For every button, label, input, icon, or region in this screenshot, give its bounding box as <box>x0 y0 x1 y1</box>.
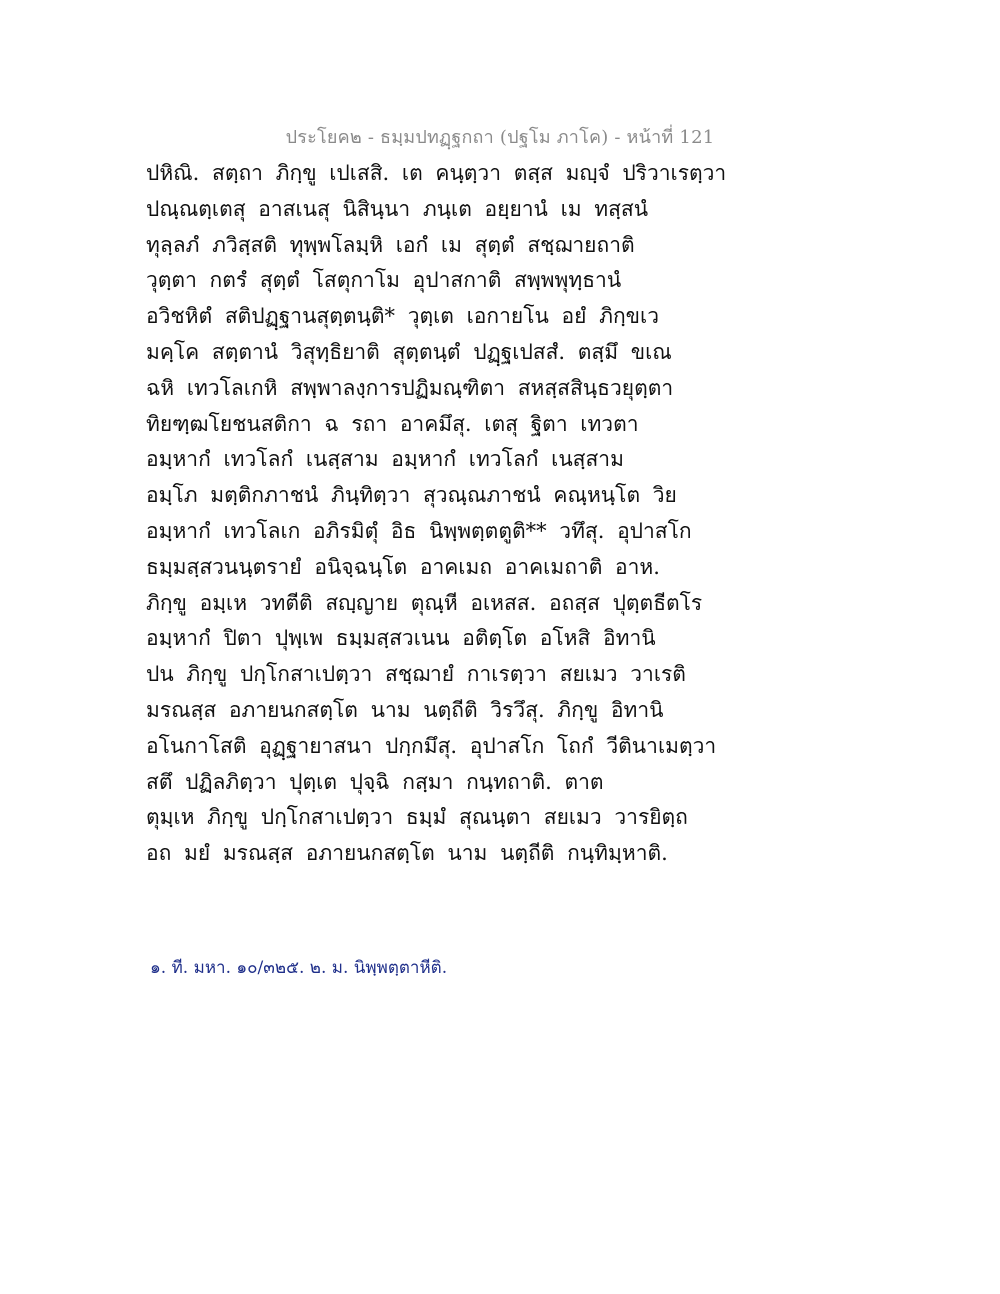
text-line: ฉหิ เทวโลเกหิ สพฺพาลงฺการปฏิมณฺฑิตา สหสฺสสินฺธวยุตฺตา <box>146 375 674 400</box>
text-line: ปณฺณตฺเตสุ อาสเนสุ นิสินฺนา ภนฺเต อยฺยานํ เม ทสฺสนํ <box>146 196 649 221</box>
text-line: อถ มยํ มรณสฺส อภายนกสตฺโต นาม นตฺถีติ กนฺทิมฺหาติ. <box>146 841 668 866</box>
text-line: ธมฺมสฺสวนนฺตรายํ อนิจฺฉนฺโต อาคเมถ อาคเมถาติ อาห. <box>146 554 660 579</box>
text-line: อมฺหากํ เทวโลกํ เนสฺสาม อมฺหากํ เทวโลกํ เนสฺสาม <box>146 447 624 472</box>
text-line: ตุมฺเห ภิกฺขู ปกฺโกสาเปตฺวา ธมฺมํ สุณนฺตา สยเมว วารยิตฺถ <box>146 805 688 830</box>
text-line: อวิชหิตํ สติปฏฺฐานสุตฺตนฺติ* วุตฺเต เอกายโน อยํ ภิกฺขเว <box>146 304 659 329</box>
text-line: มรณสฺส อภายนกสตฺโต นาม นตฺถีติ วิรวึสุ. ภิกฺขู อิทานิ <box>146 697 664 722</box>
text-line: ทิยฑฺฒโยชนสติกา ฉ รถา อาคมึสุ. เตสุ ฐิตา เทวตา <box>146 411 639 436</box>
running-header: ประโยค๒ - ธมฺมปทฏฺฐกถา (ปฐโม ภาโค) - หน้าที่ 121 <box>285 127 715 148</box>
text-line: วุตฺตา กตรํ สุตฺตํ โสตุกาโม อุปาสกาติ สพฺพพุทฺธานํ <box>146 268 622 293</box>
text-line: ปหิณิ. สตฺถา ภิกฺขู เปเสสิ. เต คนฺตฺวา ตสฺส มญฺจํ ปริวาเรตฺวา <box>146 161 727 185</box>
text-line: มคฺโค สตฺตานํ วิสุทฺธิยาติ สุตฺตนฺตํ ปฏฺฐเปสสํ. ตสฺมึ ขเณ <box>146 339 672 364</box>
text-line: อโนกาโสติ อุฏฺฐายาสนา ปกฺกมึสุ. อุปาสโก โถกํ วีตินาเมตฺวา <box>146 733 717 758</box>
text-line: อมฺโภ มตฺติกภาชนํ ภินฺทิตฺวา สุวณฺณภาชนํ คณฺหนฺโต วิย <box>146 483 677 508</box>
text-line: สตึ ปฏิลภิตฺวา ปุตฺเต ปุจฺฉิ กสฺมา กนฺทถาติ. ตาต <box>146 769 604 794</box>
text-line: ปน ภิกฺขู ปกฺโกสาเปตฺวา สชฺฌายํ กาเรตฺวา สยเมว วาเรติ <box>146 662 686 687</box>
text-line: ทุลฺลภํ ภวิสฺสติ ทุพฺพโลมฺหิ เอกํ เม สุตฺตํ สชฺฌายถาติ <box>146 232 635 257</box>
footnote: ๑. ที. มหา. ๑๐/๓๒๕. ๒. ม. นิพฺพตฺตาหีติ. <box>150 958 448 978</box>
text-line: ภิกฺขู อมฺเห วทตีติ สญฺญาย ตุณฺหี อเหสส. อถสฺส ปุตฺตธีตโร <box>146 590 703 615</box>
text-line: อมฺหากํ เทวโลเก อภิรมิตุํ อิธ นิพฺพตฺตตูติ** วทึสุ. อุปาสโก <box>146 518 692 543</box>
body-text <box>146 156 866 872</box>
text-line: อมฺหากํ ปิตา ปุพฺเพ ธมฺมสฺสวเนน อติตฺโต อโหสิ อิทานิ <box>146 626 656 651</box>
